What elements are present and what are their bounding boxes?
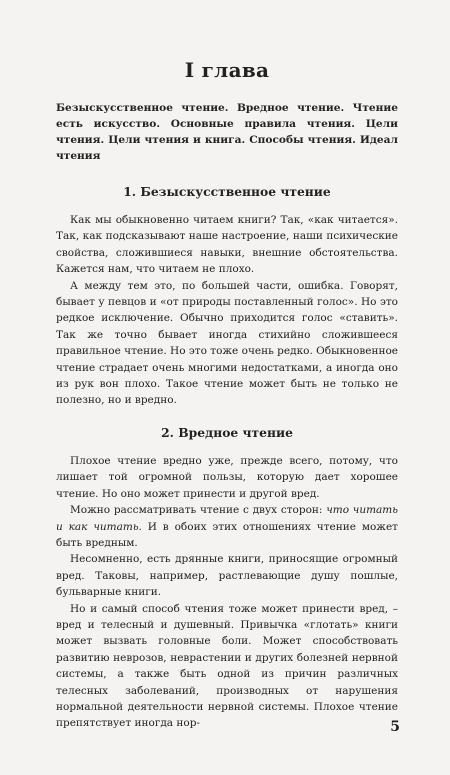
emphasis-text: что читать и как читать xyxy=(56,504,398,533)
section-body xyxy=(56,453,398,732)
paragraph-text: . И в обоих этих отношениях чтение может быть вредным. xyxy=(56,520,398,549)
section-body xyxy=(56,212,398,409)
section-title: 1. Безыскусственное чтение xyxy=(123,184,331,199)
page-number: 5 xyxy=(390,719,400,735)
chapter-summary: Безыскусственное чтение. Вредное чтение. Чтение есть искусство. Основные правила чтения. Цели чтения. Цели чтения и книга. Способы чтения. Идеал чтения xyxy=(56,102,398,162)
paragraph-text: Можно рассматривать чтение с двух сторон: xyxy=(70,504,327,517)
paragraph: Но и самый способ чтения тоже может принести вред, – вред и телесный и душевный. Привычка «глотать» книги может вызвать головные боли. Может способствовать развитию неврозов, неврастении и других болезней нервной системы, а также быть одной из причин различных телесных заболеваний, производных от нарушения нормальной деятельности нервной системы. Плохое чтение препятствует иногда нор- xyxy=(56,602,398,730)
section-title: 2. Вредное чтение xyxy=(161,424,293,440)
section-2 xyxy=(56,425,398,732)
paragraph: Несомненно, есть дрянные книги, приносящие огромный вред. Таковы, например, растлевающие душу пошлые, бульварные книги. xyxy=(56,553,398,599)
paragraph: Плохое чтение вредно уже, прежде всего, потому, что лишает той огромной пользы, которую дает хорошее чтение. Но оно может принести и другой вред. xyxy=(56,454,398,500)
paragraph: А между тем это, по большей части, ошибка. Говорят, бывает у певцов и «от природы поставленный голос». Но это редкое исключение. Обычно приходится голос «ставить». Так же точно бывает иногда стихийно сложившееся правильное чтение. Но это тоже очень редко. Обыкновенное чтение страдает очень многими недостатками, а иногда оно из рук вон плохо. Такое чтение может быть не только не полезно, но и вредно. xyxy=(56,279,398,407)
paragraph xyxy=(56,502,398,551)
paragraph: Как мы обыкновенно читаем книги? Так, «как читается». Так, как подсказывают наше настроение, наши психические свойства, сложившиеся навыки, внешние обстоятельства. Кажется нам, что читаем не плохо. xyxy=(56,214,398,276)
chapter-title: I глава xyxy=(184,58,270,82)
book-page xyxy=(0,58,450,775)
section-1 xyxy=(56,184,398,409)
